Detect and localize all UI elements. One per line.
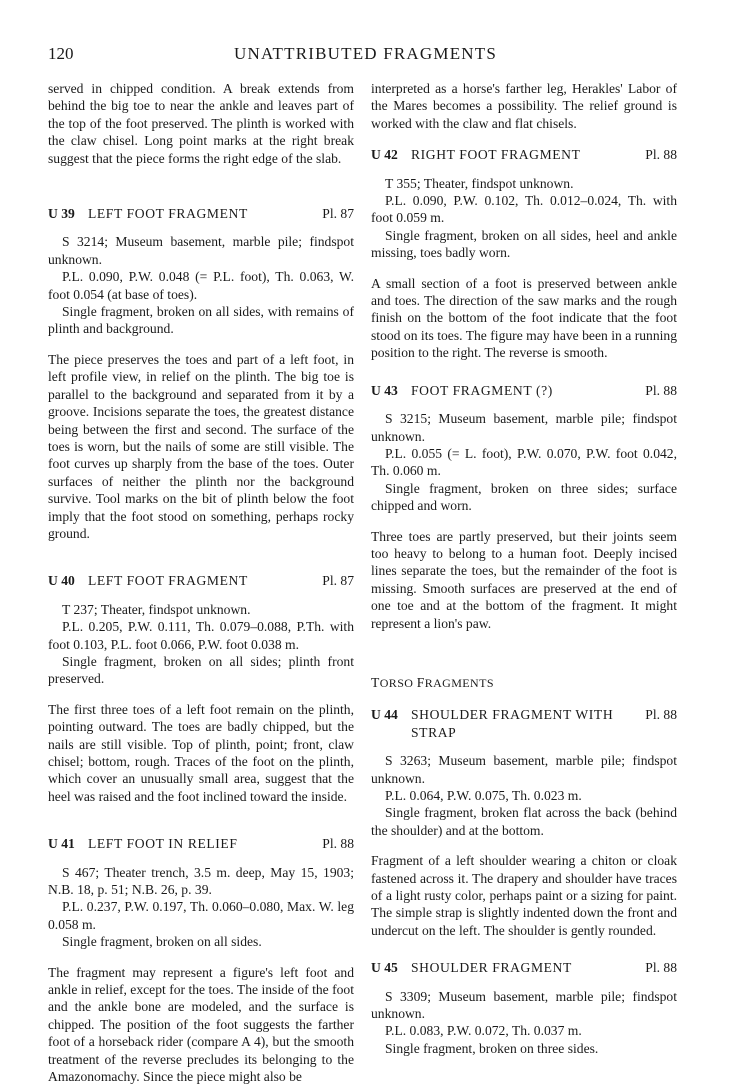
entry-meta xyxy=(371,988,677,1058)
catalog-entry-u39 xyxy=(48,205,354,542)
entry-id: U 45 xyxy=(371,960,398,976)
entry-meta xyxy=(48,233,354,337)
entry-id: U 43 xyxy=(371,382,398,398)
meta-dimensions: P.L. 0.064, P.W. 0.075, Th. 0.023 m. xyxy=(385,788,582,803)
meta-condition: Single fragment, broken on three sides; surface chipped and worn. xyxy=(371,480,677,514)
meta-dimensions: P.L. 0.205, P.W. 0.111, Th. 0.079–0.088, P.Th. with foot 0.103, P.L. foot 0.066, P.W. foot 0.038 m. xyxy=(48,619,354,652)
meta-condition: Single fragment, broken on three sides. xyxy=(385,1040,599,1056)
entry-description: The piece preserves the toes and part of a left foot, in left profile view, in relief on the plinth. The big toe is parallel to the background and separated from it by a groove. Incisions separate the toes, the greatest distance being between the first and second. The surface of the toes is worn, but the nails of some are still visible. The foot curves up sharply from the base of the toes. Outer surfaces of neither the plinth nor the background survive. Tool marks on the bit of plinth below the foot imply that the foot stood on something, perhaps rocky ground. xyxy=(48,351,354,541)
meta-dimensions: P.L. 0.090, P.W. 0.102, Th. 0.012–0.024, Th. with foot 0.059 m. xyxy=(371,193,677,226)
entry-title: SHOULDER FRAGMENT WITH STRAP xyxy=(411,707,614,740)
meta-dimensions: P.L. 0.055 (= L. foot), P.W. 0.070, P.W. foot 0.042, Th. 0.060 m. xyxy=(371,445,677,479)
entry-plate: Pl. 88 xyxy=(645,960,677,976)
entry-id: U 40 xyxy=(48,573,75,589)
entry-description: Fragment of a left shoulder wearing a chiton or cloak fastened across it. The drapery and shoulder have traces of a light rusty color, perhaps paint or a sizing for paint. The simple strap is slightly indented down the front and undercut on the left. The shoulder is gently rounded. xyxy=(371,853,677,938)
page-number: 120 xyxy=(48,44,74,63)
catalog-entry-u41 xyxy=(48,835,354,1085)
left-column xyxy=(48,80,354,1086)
continued-text: served in chipped condition. A break extends from behind the big toe to near the ankle and leaves part of the top of the foot preserved. The plinth is worked with the claw chisel. Long point marks at the right break suggest that the piece forms the right edge of the slab. xyxy=(48,81,354,166)
meta-condition: Single fragment, broken on all sides; plinth front preserved. xyxy=(48,653,354,687)
catalog-entry-u40 xyxy=(48,572,354,805)
entry-plate: Pl. 88 xyxy=(645,147,677,163)
entry-title: LEFT FOOT FRAGMENT xyxy=(88,206,248,222)
meta-inventory: S 3214; Museum basement, marble pile; findspot unknown. xyxy=(48,234,354,267)
entry-meta xyxy=(371,175,677,262)
entry-meta xyxy=(371,410,677,514)
entry-plate: Pl. 88 xyxy=(322,836,354,852)
entry-title: RIGHT FOOT FRAGMENT xyxy=(411,147,581,163)
meta-inventory: T 355; Theater, findspot unknown. xyxy=(385,175,574,191)
entry-title: SHOULDER FRAGMENT xyxy=(411,960,572,976)
section-heading: TORSO FRAGMENTS xyxy=(371,674,494,690)
entry-id: U 41 xyxy=(48,836,75,852)
meta-dimensions: P.L. 0.083, P.W. 0.072, Th. 0.037 m. xyxy=(385,1023,582,1039)
entry-title: LEFT FOOT IN RELIEF xyxy=(88,836,238,852)
page-header xyxy=(48,44,683,68)
meta-condition: Single fragment, broken on all sides. xyxy=(62,934,262,950)
entry-heading xyxy=(371,146,677,163)
entry-heading xyxy=(371,382,677,399)
entry-meta xyxy=(48,601,354,688)
entry-heading xyxy=(48,835,354,852)
entry-meta xyxy=(371,752,677,839)
entry-title: LEFT FOOT FRAGMENT xyxy=(88,573,248,589)
meta-condition: Single fragment, broken on all sides, with remains of plinth and background. xyxy=(48,304,354,337)
catalog-entry-u44 xyxy=(371,706,677,939)
meta-condition: Single fragment, broken on all sides, heel and ankle missing, toes badly worn. xyxy=(371,227,677,261)
catalog-entry-u43 xyxy=(371,382,677,632)
entry-id: U 42 xyxy=(371,147,398,163)
entry-heading xyxy=(371,706,677,741)
meta-inventory: S 467; Theater trench, 3.5 m. deep, May 15, 1903; N.B. 18, p. 51; N.B. 26, p. 39. xyxy=(48,864,354,898)
meta-dimensions: P.L. 0.090, P.W. 0.048 (= P.L. foot), Th. 0.063, W. foot 0.054 (at base of toes). xyxy=(48,269,354,302)
entry-description: Three toes are partly preserved, but their joints seem too heavy to belong to a human foot. Deeply incised lines separate the toes, but the remainder of the foot is missing. Smooth surfaces are preserved at the end of one toe and at the bottom of the fragment. It might represent a lion's paw. xyxy=(371,528,677,631)
meta-dimensions: P.L. 0.237, P.W. 0.197, Th. 0.060–0.080, Max. W. leg 0.058 m. xyxy=(48,899,354,932)
entry-id: U 44 xyxy=(371,707,398,723)
entry-plate: Pl. 88 xyxy=(645,707,677,723)
meta-inventory: S 3215; Museum basement, marble pile; findspot unknown. xyxy=(371,411,677,444)
entry-plate: Pl. 87 xyxy=(322,573,354,589)
meta-inventory: S 3309; Museum basement, marble pile; findspot unknown. xyxy=(371,988,677,1022)
meta-inventory: S 3263; Museum basement, marble pile; findspot unknown. xyxy=(371,753,677,786)
entry-description: The fragment may represent a figure's left foot and ankle in relief, except for the toes. The inside of the foot and the ankle bone are modeled, and the surface is chipped. The position of the foot suggests the farther foot of a horseback rider (compare A 4), but the smooth treatment of the reverse precludes its belonging to the Amazonomachy. Since the piece might also be xyxy=(48,964,354,1085)
entry-description: A small section of a foot is preserved between ankle and toes. The direction of the saw marks and the rough finish on the bottom of the foot indicate that the foot stood on its toes. The figure may have been in a running position to the right. The reverse is smooth. xyxy=(371,275,677,361)
entry-heading xyxy=(48,572,354,589)
continued-text: interpreted as a horse's farther leg, Herakles' Labor of the Mares becomes a possibility. The relief ground is worked with the claw and flat chisels. xyxy=(371,81,677,131)
right-column xyxy=(371,80,677,1057)
entry-plate: Pl. 87 xyxy=(322,206,354,222)
entry-id: U 39 xyxy=(48,206,75,222)
entry-description: The first three toes of a left foot remain on the plinth, pointing outward. The toes are badly chipped, but the nails are still visible. Top of plinth, point; front, claw chisel; bottom, rough. Traces of the foot on the plinth, which cover an unusually small area, suggest that the heel was raised and the foot inclined toward the inside. xyxy=(48,701,354,804)
entry-plate: Pl. 88 xyxy=(645,382,677,398)
entry-meta xyxy=(48,864,354,951)
entry-heading xyxy=(371,959,677,976)
catalog-entry-u42 xyxy=(371,146,677,361)
entry-title: FOOT FRAGMENT (?) xyxy=(411,382,553,398)
catalog-entry-u45 xyxy=(371,959,677,1057)
meta-inventory: T 237; Theater, findspot unknown. xyxy=(62,601,251,617)
running-title: UNATTRIBUTED FRAGMENTS xyxy=(234,44,497,63)
entry-heading xyxy=(48,205,354,222)
meta-condition: Single fragment, broken flat across the back (behind the shoulder) and at the bottom. xyxy=(371,805,677,838)
